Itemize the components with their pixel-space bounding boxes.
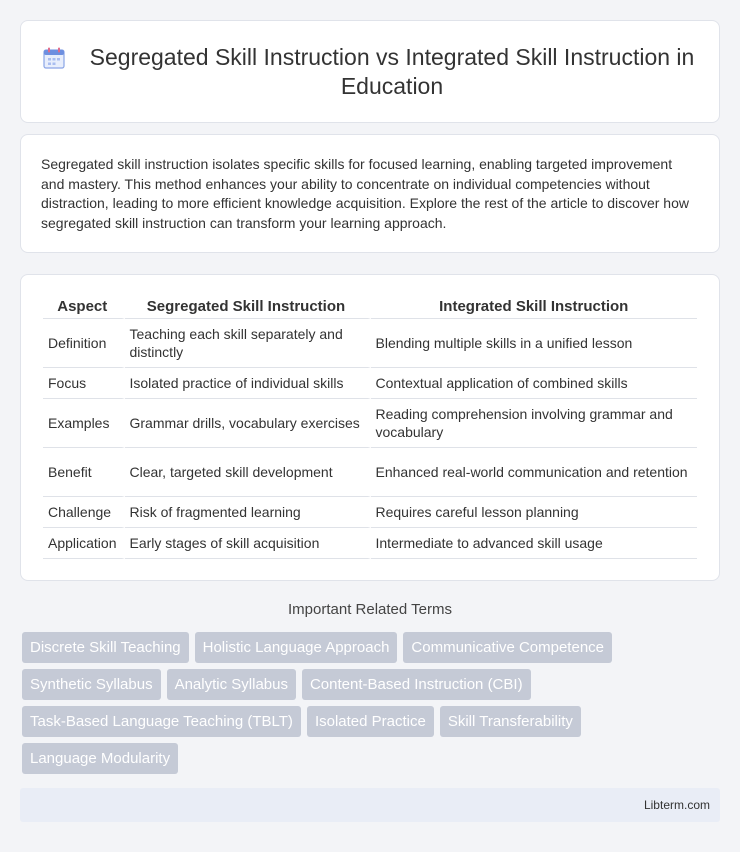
comparison-table-card [20, 274, 720, 581]
table-cell-integrated: Reading comprehension involving grammar and vocabulary [371, 399, 698, 448]
table-cell-segregated: Clear, targeted skill development [125, 448, 371, 497]
table-row [43, 528, 697, 559]
table-cell-aspect: Focus [43, 368, 125, 399]
table-cell-integrated: Contextual application of combined skills [371, 368, 698, 399]
table-cell-segregated: Grammar drills, vocabulary exercises [125, 399, 371, 448]
table-cell-segregated: Isolated practice of individual skills [125, 368, 371, 399]
related-term-tag[interactable]: Skill Transferability [440, 706, 581, 737]
column-header-aspect: Aspect [43, 295, 125, 319]
table-cell-integrated: Enhanced real-world communication and retention [371, 448, 698, 497]
related-term-tag[interactable]: Holistic Language Approach [195, 632, 398, 663]
table-cell-aspect: Definition [43, 319, 125, 368]
related-term-tag[interactable]: Discrete Skill Teaching [22, 632, 189, 663]
related-term-tag[interactable]: Task-Based Language Teaching (TBLT) [22, 706, 301, 737]
table-cell-segregated: Risk of fragmented learning [125, 497, 371, 528]
table-row [43, 319, 697, 368]
table-row [43, 497, 697, 528]
table-cell-aspect: Benefit [43, 448, 125, 497]
intro-card [20, 134, 720, 253]
footer-site-link[interactable]: Libterm.com [643, 798, 710, 812]
related-term-tag[interactable]: Communicative Competence [403, 632, 612, 663]
table-cell-integrated: Blending multiple skills in a unified lesson [371, 319, 698, 368]
related-term-tag[interactable]: Content-Based Instruction (CBI) [302, 669, 531, 700]
table-cell-aspect: Examples [43, 399, 125, 448]
table-cell-integrated: Requires careful lesson planning [371, 497, 698, 528]
table-row [43, 399, 697, 448]
table-cell-aspect: Challenge [43, 497, 125, 528]
table-row [43, 448, 697, 497]
table-cell-integrated: Intermediate to advanced skill usage [371, 528, 698, 559]
table-header-row [43, 295, 697, 319]
comparison-table [43, 295, 697, 559]
table-cell-segregated: Early stages of skill acquisition [125, 528, 371, 559]
related-terms-list [22, 632, 722, 774]
column-header-integrated: Integrated Skill Instruction [371, 295, 698, 319]
page-title: Segregated Skill Instruction vs Integrated Skill Instruction in Education [89, 43, 695, 99]
calendar-icon [41, 45, 67, 71]
related-term-tag[interactable]: Analytic Syllabus [167, 669, 296, 700]
footer [20, 788, 720, 822]
related-term-tag[interactable]: Language Modularity [22, 743, 178, 774]
table-cell-aspect: Application [43, 528, 125, 559]
table-cell-segregated: Teaching each skill separately and distinctly [125, 319, 371, 368]
header-card [20, 20, 720, 123]
related-terms-heading: Important Related Terms [288, 601, 452, 618]
intro-paragraph: Segregated skill instruction isolates specific skills for focused learning, enabling targeted improvement and mastery. This method enhances your ability to concentrate on individual competencies without distraction, leading to more efficient knowledge acquisition. Explore the rest of the article to discover how segregated skill instruction can transform your learning approach. [41, 156, 689, 231]
table-row [43, 368, 697, 399]
related-term-tag[interactable]: Synthetic Syllabus [22, 669, 161, 700]
related-term-tag[interactable]: Isolated Practice [307, 706, 434, 737]
column-header-segregated: Segregated Skill Instruction [125, 295, 371, 319]
